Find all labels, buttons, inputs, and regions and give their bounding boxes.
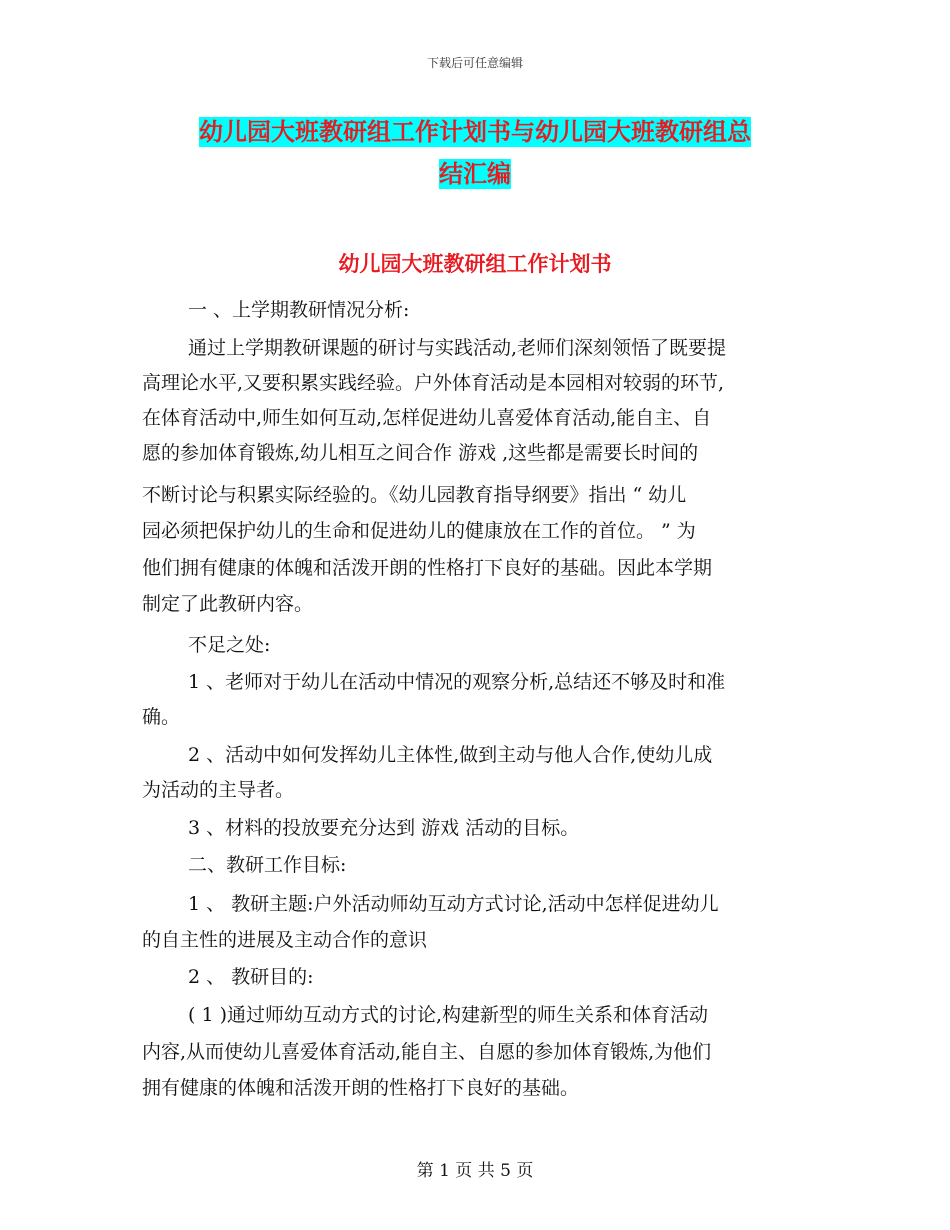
document-title-line-2: 结汇编 — [439, 160, 511, 188]
list-item-continuation: 确。 — [142, 706, 181, 728]
list-item: 3 、材料的投放要充分达到 游戏 活动的目标。 — [188, 817, 580, 839]
document-title-line-1: 幼儿园大班教研组工作计划书与幼儿园大班教研组总 — [199, 118, 751, 146]
paragraph-line: 制定了此教研内容。 — [142, 593, 314, 615]
subheading: 不足之处: — [188, 634, 271, 656]
paragraph-line: 他们拥有健康的体魄和活泼开朗的性格打下良好的基础。因此本学期 — [142, 557, 713, 579]
list-item-continuation: 拥有健康的体魄和活泼开朗的性格打下良好的基础。 — [142, 1077, 580, 1099]
list-item-continuation: 内容,从而使幼儿喜爱体育活动,能自主、自愿的参加体育锻炼,为他们 — [142, 1041, 712, 1063]
paragraph-line: 愿的参加体育锻炼,幼儿相互之间合作 游戏 ,这些都是需要长时间的 — [142, 442, 699, 464]
list-item: 2 、活动中如何发挥幼儿主体性,做到主动与他人合作,使幼儿成 — [188, 744, 713, 766]
list-item: 2 、 教研目的: — [188, 966, 314, 988]
paragraph-line: 园必须把保护幼儿的生命和促进幼儿的健康放在工作的首位。 ” 为 — [142, 520, 696, 542]
list-item-continuation: 为活动的主导者。 — [142, 779, 295, 801]
paragraph-line: 高理论水平,又要积累实践经验。户外体育活动是本园相对较弱的环节, — [142, 372, 725, 394]
paragraph-line: 在体育活动中,师生如何互动,怎样促进幼儿喜爱体育活动,能自主、自 — [142, 407, 712, 429]
list-item: 1 、 教研主题:户外活动师幼互动方式讨论,活动中怎样促进幼儿 — [188, 893, 719, 915]
heading-2: 二、教研工作目标: — [188, 854, 347, 876]
section-title: 幼儿园大班教研组工作计划书 — [338, 252, 612, 276]
paragraph-line: 不断讨论与积累实际经验的。《幼儿园教育指导纲要》指出 “ 幼儿 — [142, 484, 687, 506]
list-item: ( 1 )通过师幼互动方式的讨论,构建新型的师生关系和体育活动 — [188, 1004, 709, 1026]
page-footer: 第 1 页 共 5 页 — [416, 1161, 534, 1181]
paragraph-line: 通过上学期教研课题的研讨与实践活动,老师们深刻领悟了既要提 — [188, 337, 727, 359]
list-item-continuation: 的自主性的进展及主动合作的意识 — [142, 929, 428, 951]
header-note: 下载后可任意编辑 — [426, 56, 523, 70]
heading-1: 一 、上学期教研情况分析: — [188, 299, 410, 321]
list-item: 1 、老师对于幼儿在活动中情况的观察分析,总结还不够及时和准 — [188, 671, 726, 693]
